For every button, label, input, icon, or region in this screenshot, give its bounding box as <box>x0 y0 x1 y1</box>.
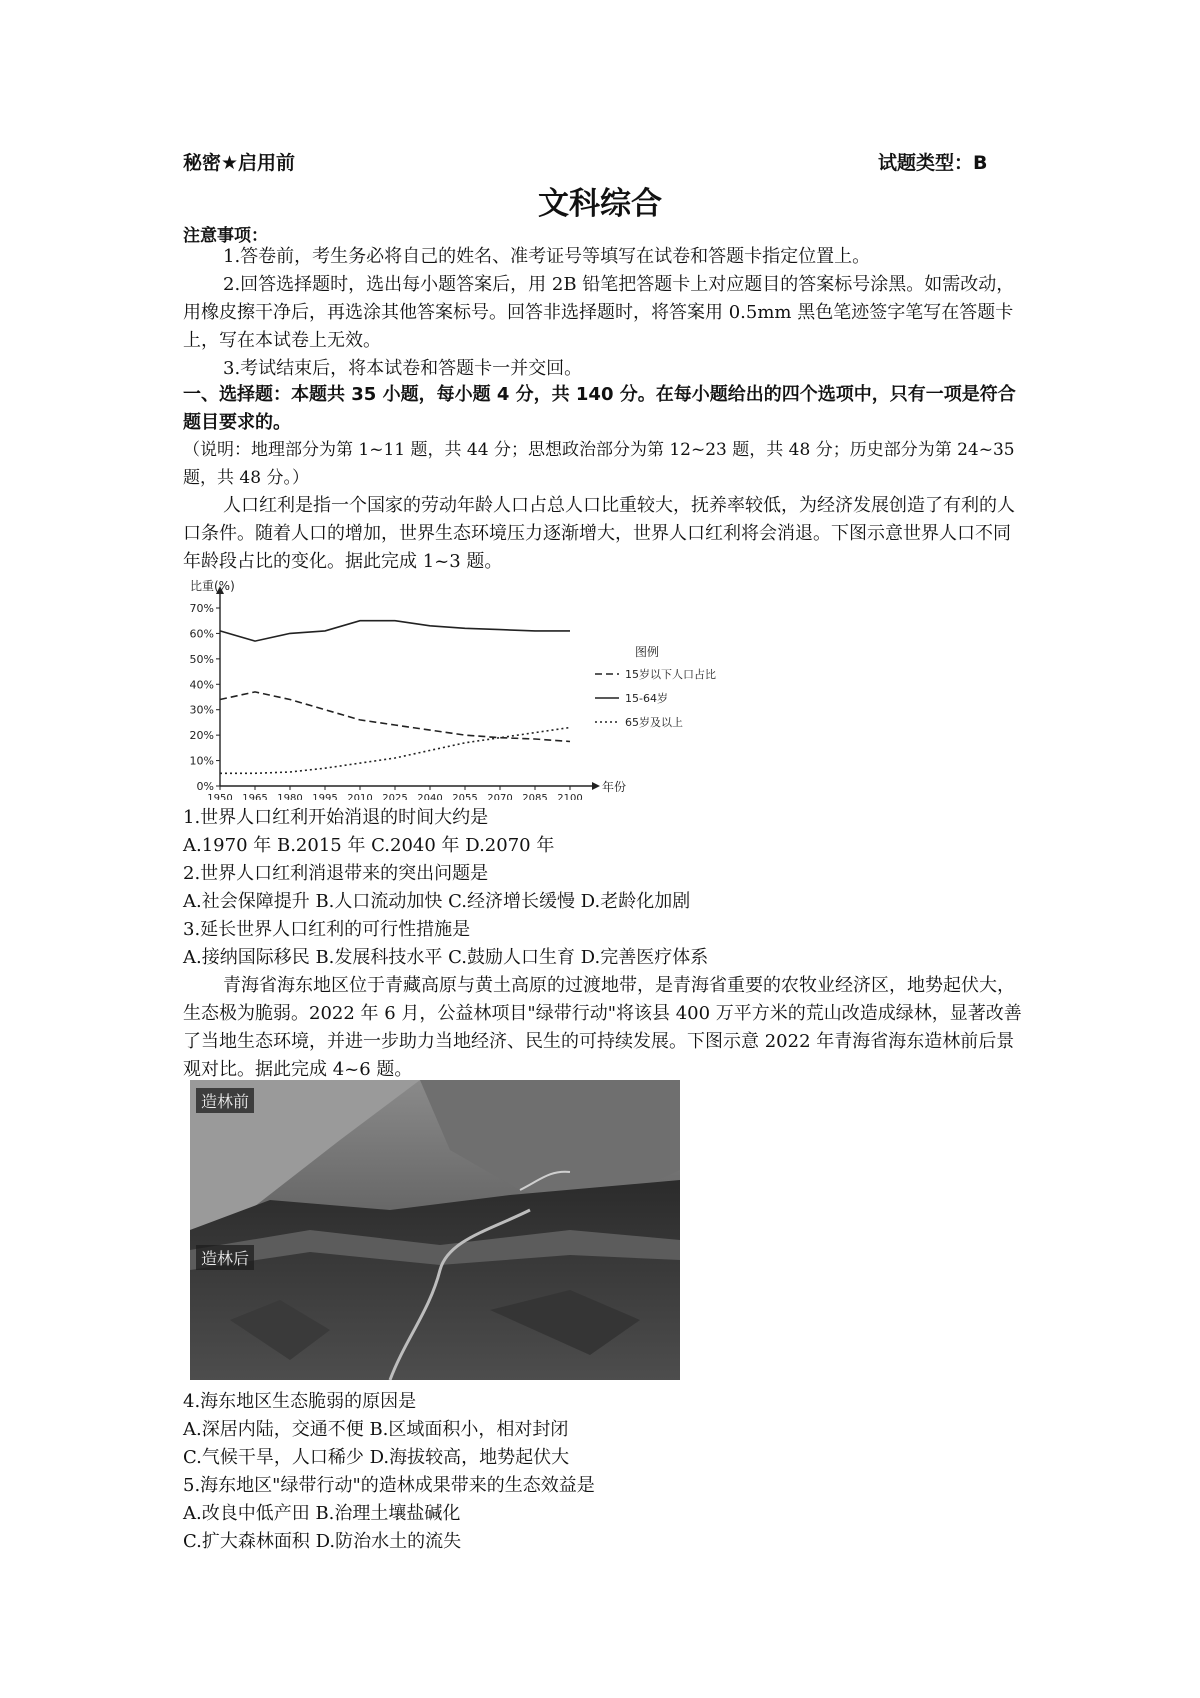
y-tick-label: 70% <box>189 602 214 615</box>
y-tick-label: 10% <box>189 754 214 768</box>
x-tick-label: 1965 <box>242 793 268 800</box>
x-tick-label: 1995 <box>312 793 338 800</box>
y-tick-label: 50% <box>189 652 214 666</box>
x-tick-label: 1950 <box>207 793 233 800</box>
series-line-2 <box>220 621 570 641</box>
question-5-options-cd: C.扩大森林面积 D.防治水土的流失 <box>183 1531 462 1552</box>
y-tick-label: 0% <box>196 780 214 793</box>
x-tick-label: 2085 <box>522 793 548 800</box>
landscape-photo <box>190 1080 680 1380</box>
confidential-label: 秘密★启用前 <box>183 152 296 174</box>
x-tick-label: 2100 <box>557 793 583 800</box>
question-2-options: A.社会保障提升 B.人口流动加快 C.经济增长缓慢 D.老龄化加剧 <box>183 891 691 912</box>
x-axis-label: 年份 <box>602 780 627 794</box>
question-4-options-cd: C.气候干旱，人口稀少 D.海拔较高，地势起伏大 <box>183 1447 570 1468</box>
question-1-options: A.1970 年 B.2015 年 C.2040 年 D.2070 年 <box>183 835 555 856</box>
question-3-options: A.接纳国际移民 B.发展科技水平 C.鼓励人口生育 D.完善医疗体系 <box>183 947 709 968</box>
notice-heading: 注意事项： <box>183 226 268 246</box>
legend-label-1: 15岁以下人口占比 <box>625 668 716 681</box>
legend-label-3: 65岁及以上 <box>625 716 683 729</box>
y-axis-label: 比重(%) <box>190 579 235 593</box>
page-title: 文科综合 <box>538 186 662 222</box>
section-heading: 一、选择题：本题共 35 小题，每小题 4 分，共 140 分。在每小题给出的四个选项中，只有一项是符合题目要求的。 <box>183 384 1016 433</box>
x-tick-label: 2040 <box>417 793 443 800</box>
question-1-stem: 1.世界人口红利开始消退的时间大约是 <box>183 807 489 828</box>
x-tick-label: 2055 <box>452 793 478 800</box>
passage-1: 人口红利是指一个国家的劳动年龄人口占总人口比重较大，抚养率较低，为经济发展创造了有利的人口条件。随着人口的增加，世界生态环境压力逐渐增大，世界人口红利将会消退。下图示意世界人口不同年龄段占比的变化。据此完成 1~3 题。 <box>183 495 1015 572</box>
question-4-options-ab: A.深居内陆，交通不便 B.区域面积小，相对封闭 <box>183 1419 569 1440</box>
question-5-options-ab: A.改良中低产田 B.治理土壤盐碱化 <box>183 1503 461 1524</box>
question-5-stem: 5.海东地区"绿带行动"的造林成果带来的生态效益是 <box>183 1475 595 1496</box>
exam-type-label: 试题类型：B <box>878 152 988 174</box>
passage-2: 青海省海东地区位于青藏高原与黄土高原的过渡地带，是青海省重要的农牧业经济区，地势起伏大，生态极为脆弱。2022 年 6 月，公益林项目"绿带行动"将该县 400 万平方米的荒山改造成绿林，显著改善了当地生态环境，并进一步助力当地经济、民生的可持续发展。下图示意 2022 年青海省海东造林前后景观对比。据此完成 4~6 题。 <box>183 975 1022 1080</box>
notice-item-3: 3.考试结束后，将本试卷和答题卡一并交回。 <box>223 358 583 379</box>
notice-item-1: 1.答卷前，考生务必将自己的姓名、准考证号等填写在试卷和答题卡指定位置上。 <box>223 246 871 267</box>
question-4-stem: 4.海东地区生态脆弱的原因是 <box>183 1391 417 1412</box>
y-tick-label: 40% <box>189 678 214 692</box>
y-tick-label: 30% <box>189 703 214 717</box>
section-note: （说明：地理部分为第 1~11 题，共 44 分；思想政治部分为第 12~23 题，共 48 分；历史部分为第 24~35 题，共 48 分。） <box>183 440 1015 488</box>
legend-label-2: 15-64岁 <box>625 692 668 705</box>
series-line-3 <box>220 728 570 774</box>
x-tick-label: 2010 <box>347 793 373 800</box>
x-tick-label: 2025 <box>382 793 408 800</box>
y-tick-label: 60% <box>189 627 214 641</box>
question-2-stem: 2.世界人口红利消退带来的突出问题是 <box>183 863 489 884</box>
y-tick-label: 20% <box>189 729 214 743</box>
x-tick-label: 1980 <box>277 793 303 800</box>
x-tick-label: 2070 <box>487 793 513 800</box>
before-label: 造林前 <box>196 1088 254 1113</box>
question-3-stem: 3.延长世界人口红利的可行性措施是 <box>183 919 471 940</box>
notice-item-2: 2.回答选择题时，选出每小题答案后，用 2B 铅笔把答题卡上对应题目的答案标号涂黑。如需改动，用橡皮擦干净后，再选涂其他答案标号。回答非选择题时，将答案用 0.5mm 黑色笔迹签字笔写在答题卡上，写在本试卷上无效。 <box>183 274 1015 351</box>
after-label: 造林后 <box>196 1245 254 1270</box>
x-axis-arrow <box>592 782 600 790</box>
population-chart <box>180 578 740 800</box>
legend-title: 图例 <box>635 645 660 659</box>
landscape-image <box>190 1080 680 1380</box>
series-line-1 <box>220 692 570 742</box>
